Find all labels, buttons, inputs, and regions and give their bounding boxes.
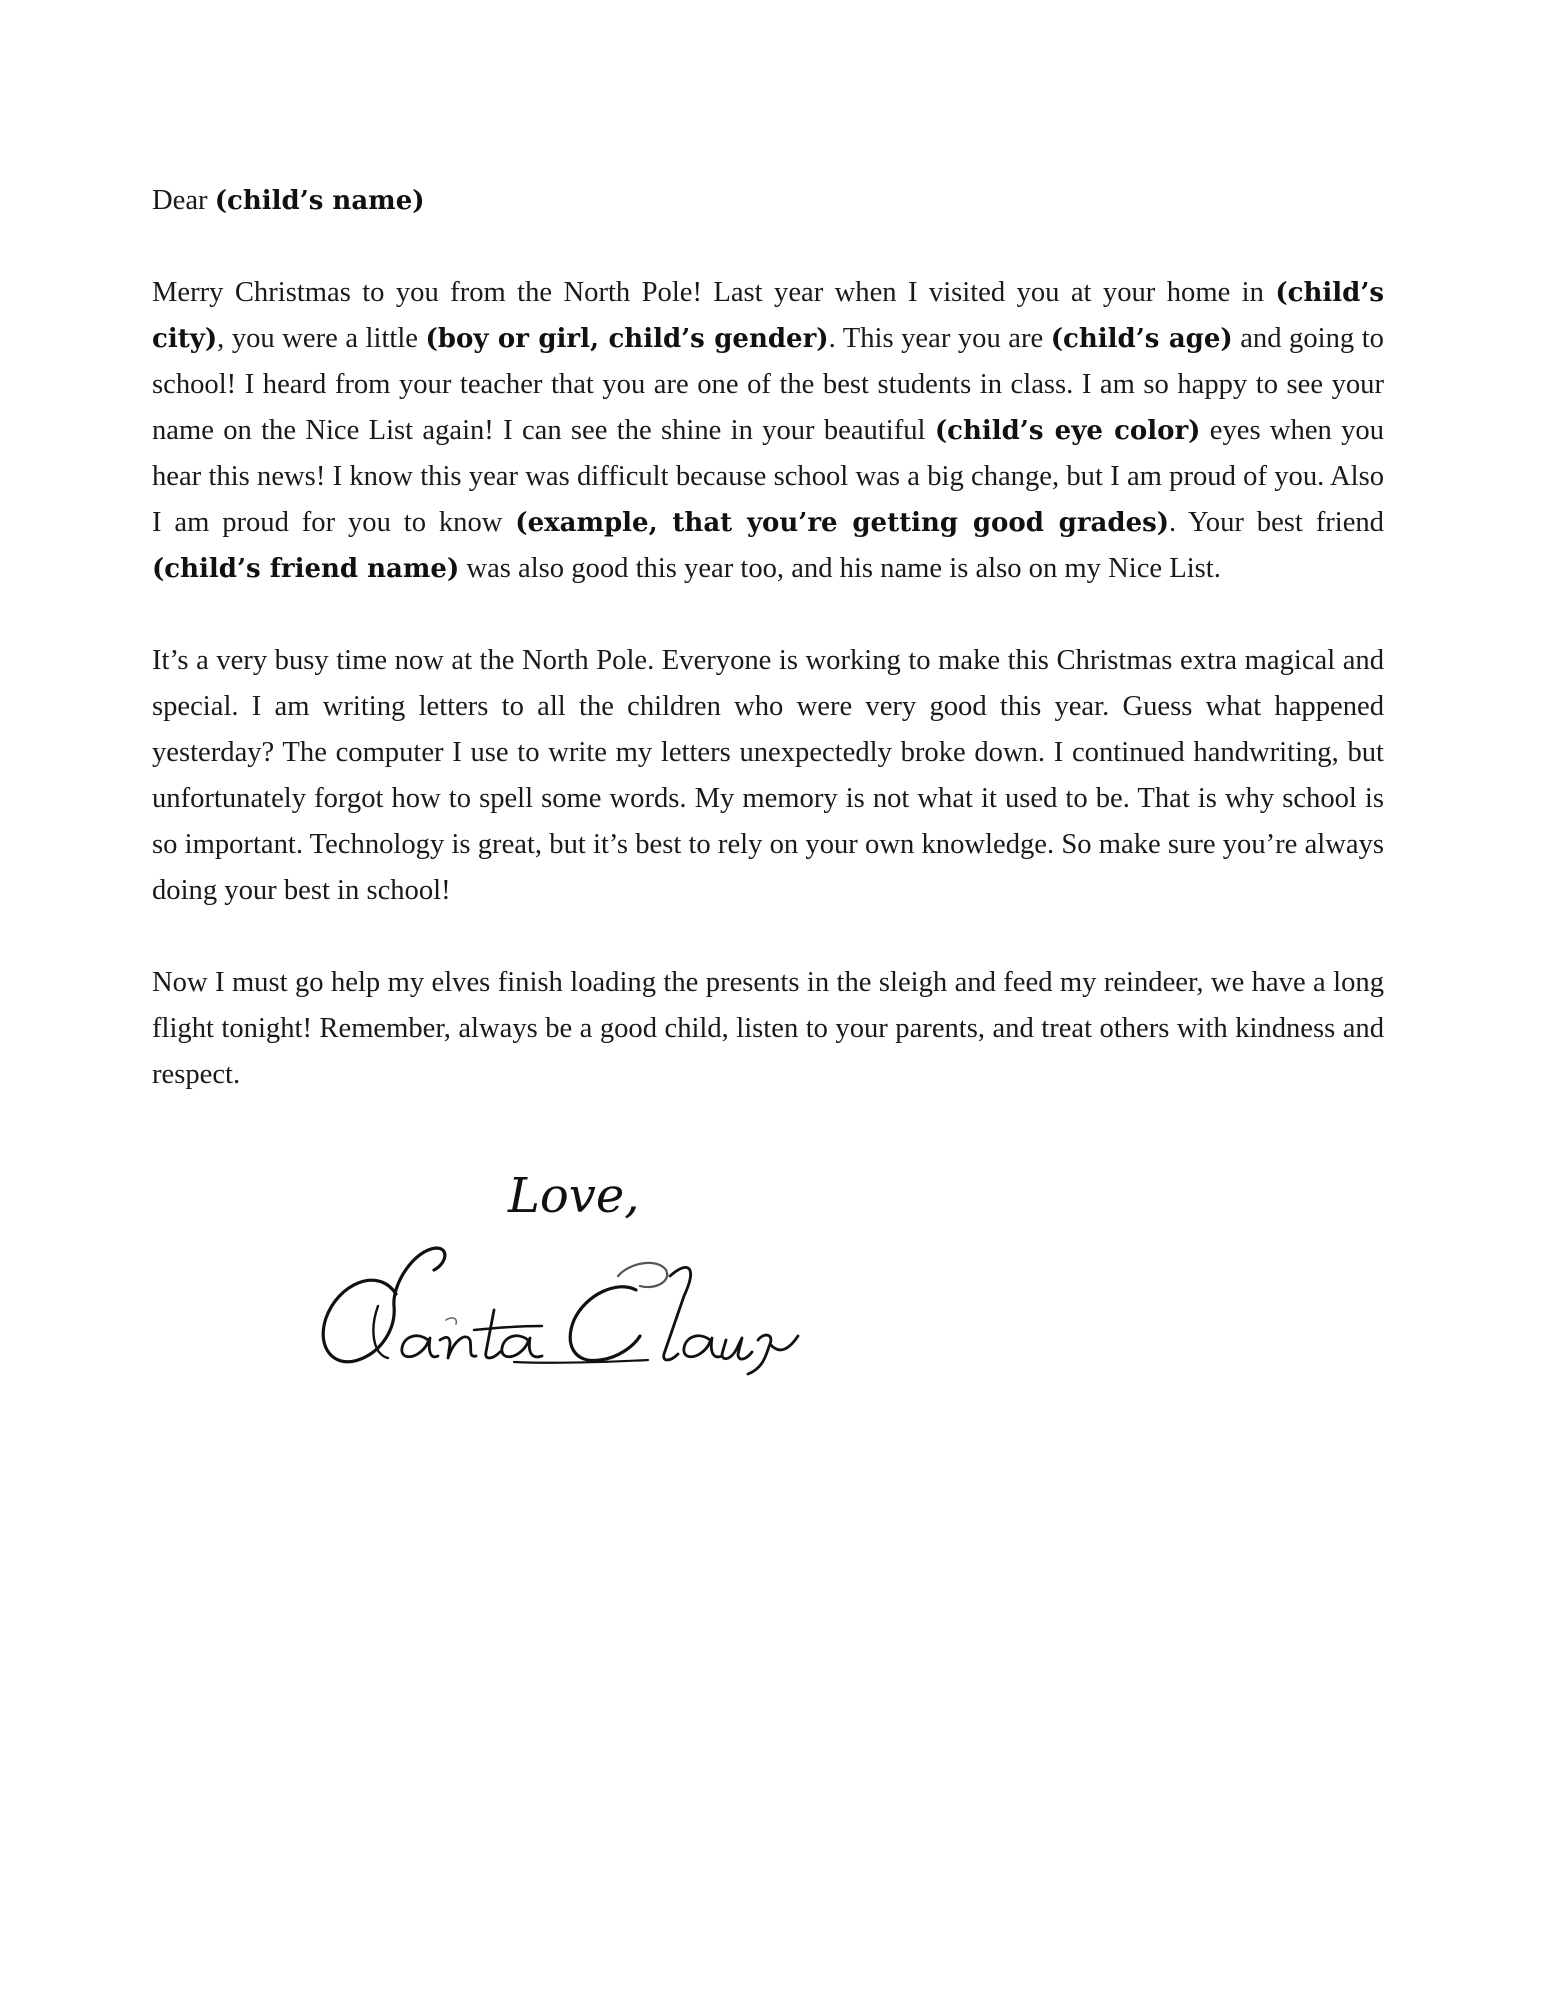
paragraph-1-text-7: was also good this year too, and his name is also on my Nice List.: [466, 553, 1221, 584]
paragraph-3: Now I must go help my elves finish loading the presents in the sleigh and feed my reindeer, we have a long flight tonight! Remember, always be a good child, listen to your parents, and treat others with kindness and respect.: [152, 967, 1384, 1090]
child-city-placeholder: (child’s city): [152, 278, 1385, 354]
child-friend-name-placeholder: (child’s friend name): [152, 554, 460, 584]
paragraph-1-text-6: . Your best friend: [1169, 507, 1384, 538]
paragraph-1-text-3: . This year you are: [828, 323, 1044, 354]
paragraph-1-text-1: Merry Christmas to you from the North Pole! Last year when I visited you at your home in: [152, 277, 1264, 308]
paragraph-1: [152, 270, 1384, 592]
child-gender-placeholder: (boy or girl, child’s gender): [425, 324, 829, 354]
letter-body: [152, 178, 1384, 1144]
paragraph-2: It’s a very busy time now at the North Pole. Everyone is working to make this Christmas extra magical and special. I am writing letters to all the children who were very good this year. Guess what happened yesterday? The computer I use to write my letters unexpectedly broke down. I continued handwriting, but unfortunately forgot how to spell some words. My memory is not what it used to be. That is why school is so important. Technology is great, but it’s best to rely on your own knowledge. So make sure you’re always doing your best in school!: [152, 645, 1384, 906]
santa-claus-signature: [318, 1236, 898, 1376]
paragraph-1-text-5: eyes when you hear this news! I know this year was difficult because school was a big change, but I am proud of you. Also I am proud for you to know: [152, 415, 1385, 538]
paragraph-1-text-4: and going to school! I heard from your teacher that you are one of the best students in class. I am so happy to see your name on the Nice List again! I can see the shine in your beautiful: [152, 323, 1384, 446]
child-name-placeholder: (child’s name): [214, 186, 425, 216]
child-eye-color-placeholder: (child’s eye color): [934, 416, 1201, 446]
paragraph-1-text-2: , you were a little: [217, 323, 418, 354]
salutation: Dear: [152, 185, 208, 216]
greeting-line: [152, 178, 1384, 224]
achievement-example-placeholder: (example, that you’re getting good grades): [515, 508, 1170, 538]
child-age-placeholder: (child’s age): [1050, 324, 1233, 354]
closing-love: Love,: [508, 1168, 640, 1224]
